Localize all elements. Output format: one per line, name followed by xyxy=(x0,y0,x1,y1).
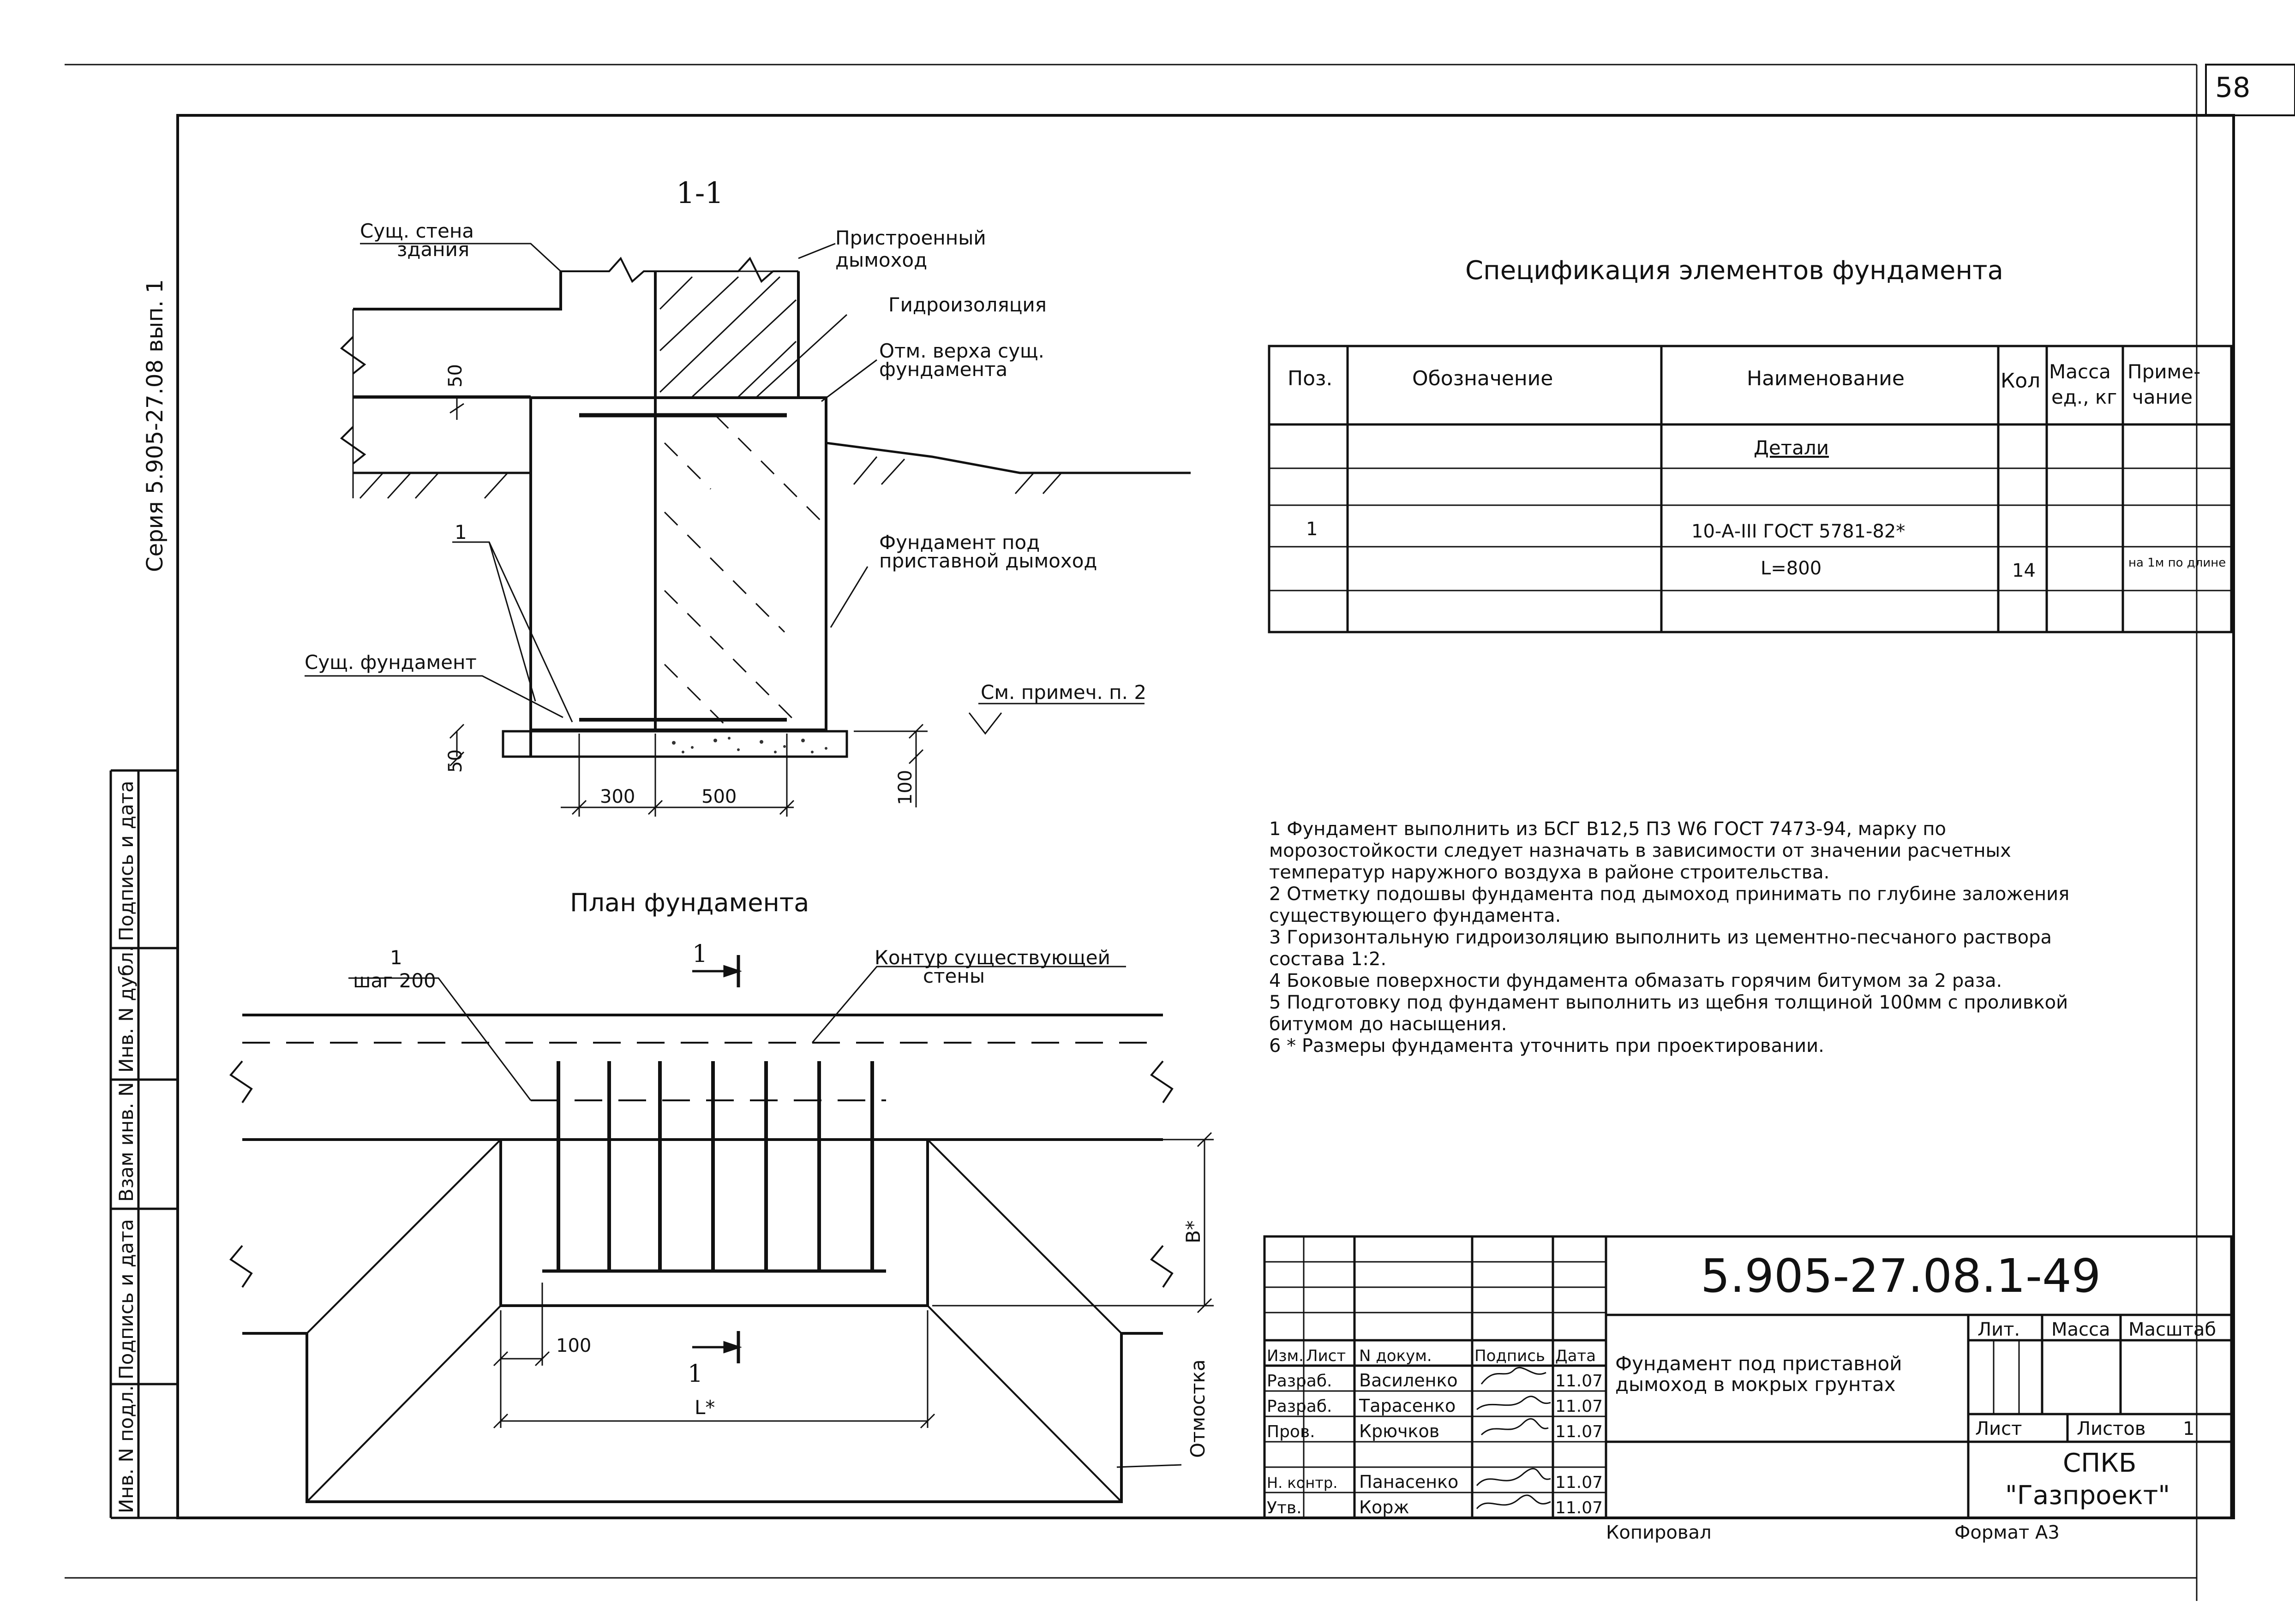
spec-row-3-pos: 1 xyxy=(1306,519,1318,540)
note-line: 5 Подготовку под фундамент выполнить из щебня толщиной 100мм с проливкой xyxy=(1269,992,2068,1013)
side-label-inv-dubl: Инв. N дубл. xyxy=(115,945,138,1073)
stamp-list: Лист xyxy=(1975,1418,2022,1439)
note-line: температур наружного воздуха в районе строительства. xyxy=(1269,862,1830,883)
stamp-org-2: "Газпроект" xyxy=(2005,1481,2170,1511)
section-dimensions xyxy=(450,397,1001,817)
spec-header-mass-2: ед., кг xyxy=(2051,386,2117,408)
stamp-date-5: 11.07 xyxy=(1555,1499,1603,1517)
stamp-listov: Листов xyxy=(2077,1418,2146,1439)
page-number: 58 xyxy=(2215,72,2251,104)
side-label-vzam-inv: Взам инв. N xyxy=(115,1082,138,1202)
note-line: 4 Боковые поверхности фундамента обмазать горячим битумом за 2 раза. xyxy=(1269,970,2002,991)
footer-kopiroval: Копировал xyxy=(1606,1522,1712,1543)
label-position-1: 1 xyxy=(455,521,467,543)
stamp-role-1: Разраб. xyxy=(1267,1372,1332,1391)
label-foundation-2: приставной дымоход xyxy=(879,549,1097,572)
spec-header-pos: Поз. xyxy=(1288,367,1333,390)
stamp-name-2: Тарасенко xyxy=(1359,1396,1456,1416)
label-existing-foundation: Сущ. фундамент xyxy=(305,651,477,674)
label-waterproofing: Гидроизоляция xyxy=(888,293,1047,316)
section-title: 1-1 xyxy=(676,176,724,210)
note-line: морозостойкости следует назначать в зависимости от значении расчетных xyxy=(1269,840,2011,861)
note-line: 3 Горизонтальную гидроизоляцию выполнить из цементно-песчаного раствора xyxy=(1269,927,2052,948)
spec-header-note-1: Приме- xyxy=(2127,360,2201,383)
stamp-header-podp: Подпись xyxy=(1474,1347,1545,1365)
stamp-name-1: Василенко xyxy=(1359,1370,1458,1391)
dim-50-top: 50 xyxy=(445,364,466,388)
side-label-podp-data-bottom: Подпись и дата xyxy=(115,1219,138,1379)
section-1-1 xyxy=(305,176,1191,817)
label-chimney-1: Пристроенный xyxy=(835,227,986,249)
foundation-plan xyxy=(231,888,1214,1502)
spec-header-note-2: чание xyxy=(2132,386,2193,408)
stamp-role-4: Н. контр. xyxy=(1267,1474,1338,1492)
label-top-mark-1: Отм. верха сущ. xyxy=(879,340,1044,362)
label-note-ref: См. примеч. п. 2 xyxy=(981,681,1147,704)
stamp-role-5: Утв. xyxy=(1267,1499,1302,1517)
spec-table xyxy=(1269,256,2231,632)
stamp-role-2: Разраб. xyxy=(1267,1397,1332,1416)
stamp-date-4: 11.07 xyxy=(1555,1473,1603,1492)
stamp-date-1: 11.07 xyxy=(1555,1372,1603,1391)
title-block xyxy=(1264,1236,2231,1518)
spec-row-4-name: L=800 xyxy=(1761,558,1822,579)
dim-500: 500 xyxy=(701,786,737,807)
stamp-header-list: Лист xyxy=(1306,1347,1346,1365)
spec-header-oboz: Обозначение xyxy=(1412,367,1553,390)
stamp-masshtab: Масштаб xyxy=(2128,1319,2217,1340)
plan-leaders xyxy=(348,967,1214,1467)
plan-position-step: шаг 200 xyxy=(353,969,436,992)
spec-header-qty: Кол xyxy=(2001,369,2041,393)
signatures xyxy=(1477,1367,1551,1509)
label-existing-wall-2: здания xyxy=(397,238,470,261)
stamp-name-5: Корж xyxy=(1359,1497,1409,1517)
note-line: 6 * Размеры фундамента уточнить при проектировании. xyxy=(1269,1035,1824,1057)
stamp-date-3: 11.07 xyxy=(1555,1422,1603,1441)
dim-300: 300 xyxy=(600,786,635,807)
stamp-role-3: Пров. xyxy=(1267,1422,1315,1441)
label-contour-1: Контур существующей xyxy=(875,946,1110,969)
stamp-massa: Масса xyxy=(2051,1319,2110,1340)
spec-header-name: Наименование xyxy=(1747,367,1905,390)
doc-code: 5.905-27.08.1-49 xyxy=(1701,1249,2101,1303)
side-strip xyxy=(111,279,178,1518)
spec-row-4-note: на 1м по длине xyxy=(2128,556,2226,570)
gravel-dots xyxy=(672,737,827,753)
spec-row-4-qty: 14 xyxy=(2012,560,2036,581)
stamp-org-1: СПКБ xyxy=(2063,1448,2137,1478)
rebar-bars xyxy=(558,1061,872,1271)
stamp-header-izm: Изм. xyxy=(1267,1347,1304,1365)
stamp-name-4: Панасенко xyxy=(1359,1472,1459,1492)
note-line: 1 Фундамент выполнить из БСГ В12,5 П3 W6 ГОСТ 7473-94, марку по xyxy=(1269,818,1947,840)
cut-label-top: 1 xyxy=(692,940,708,968)
label-contour-2: стены xyxy=(923,965,985,987)
stamp-header-ndoc: N докум. xyxy=(1359,1347,1432,1365)
label-foundation-1: Фундамент под xyxy=(879,531,1040,554)
dim-b: B* xyxy=(1182,1220,1204,1243)
label-existing-wall-1: Сущ. стена xyxy=(360,220,474,242)
label-otmostka: Отмостка xyxy=(1186,1359,1209,1458)
stamp-name-3: Крючков xyxy=(1359,1421,1440,1441)
dim-100: 100 xyxy=(895,770,916,805)
stamp-listov-value: 1 xyxy=(2183,1418,2195,1439)
plan-position-1: 1 xyxy=(390,946,402,969)
notes-block xyxy=(1269,818,2069,1057)
note-line: существующего фундамента. xyxy=(1269,905,1561,926)
footer-format: Формат А3 xyxy=(1954,1522,2060,1543)
side-label-podp-data-top: Подпись и дата xyxy=(115,781,138,941)
plan-title: План фундамента xyxy=(570,888,809,917)
side-label-inv-podl: Инв. N подл. xyxy=(115,1385,138,1513)
sheet-frame xyxy=(65,65,2295,1601)
spec-title: Спецификация элементов фундамента xyxy=(1465,256,2003,286)
stamp-header-data: Дата xyxy=(1555,1347,1596,1365)
spec-row-3-name: 10-А-III ГОСТ 5781-82* xyxy=(1691,521,1906,542)
doc-title-2: дымоход в мокрых грунтах xyxy=(1615,1373,1896,1396)
stamp-lit: Лит. xyxy=(1977,1319,2020,1340)
label-top-mark-2: фундамента xyxy=(879,358,1008,381)
spec-row-details: Детали xyxy=(1754,436,1829,459)
note-line: битумом до насыщения. xyxy=(1269,1014,1507,1035)
dim-100-plan: 100 xyxy=(556,1335,592,1356)
series-label: Серия 5.905-27.08 вып. 1 xyxy=(142,279,168,572)
spec-header-mass-1: Масса xyxy=(2049,360,2111,383)
dim-l: L* xyxy=(695,1396,715,1419)
doc-title-1: Фундамент под приставной xyxy=(1615,1352,1902,1375)
cut-label-bottom: 1 xyxy=(688,1360,703,1388)
note-line: состава 1:2. xyxy=(1269,949,1387,970)
label-chimney-2: дымоход xyxy=(835,249,928,271)
dim-50-bottom: 50 xyxy=(445,749,466,773)
note-line: 2 Отметку подошвы фундамента под дымоход принимать по глубине заложения xyxy=(1269,884,2070,905)
stamp-date-2: 11.07 xyxy=(1555,1397,1603,1416)
